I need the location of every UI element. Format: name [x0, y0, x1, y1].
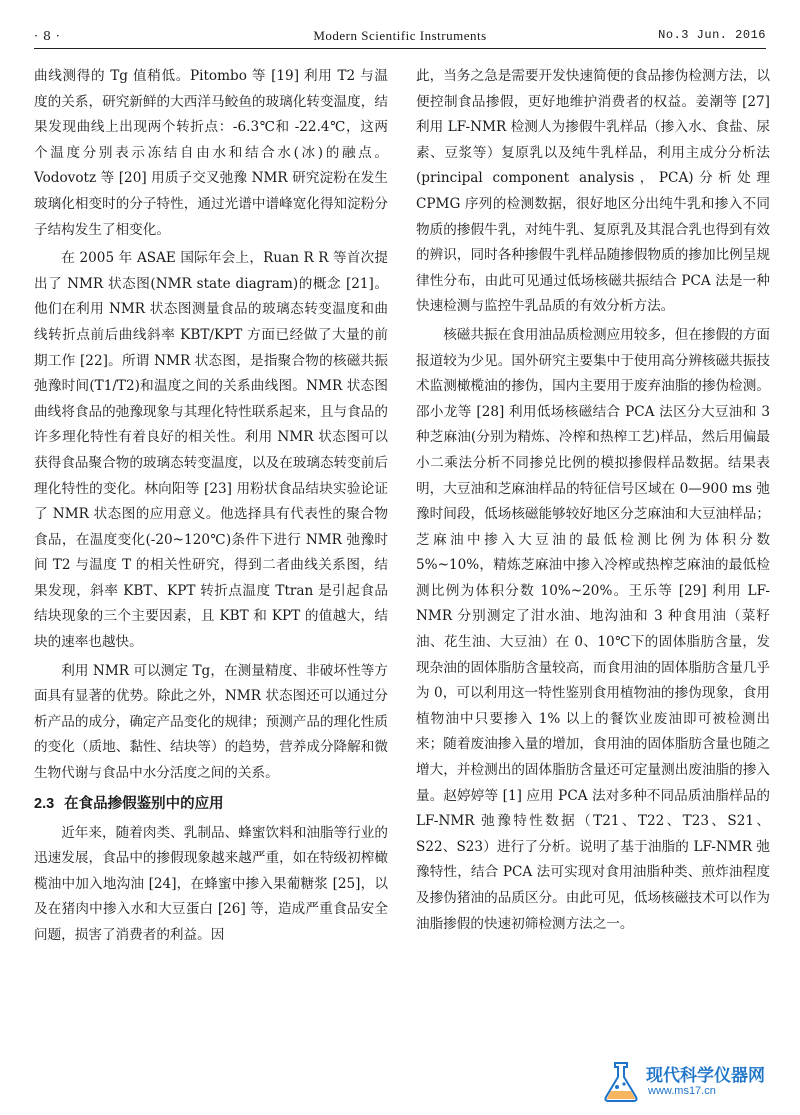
header-rule — [34, 48, 766, 49]
paragraph: 此，当务之急是需要开发快速简便的食品掺伪检测方法，以便控制食品掺假，更好地维护消费者的权益。姜潮等 [27] 利用 LF-NMR 检测人为掺假牛乳样品（掺入水、食盐、尿素、豆浆等）复原乳以及纯牛乳样品，利用主成分分析法(principal component analysis，PCA)分析处理 CPMG 序列的检测数据，很好地区分出纯牛乳和掺入不同物质的掺假牛乳，对纯牛乳、复原乳及其混合乳也得到有效的辨识，同时各种掺假牛乳样品随掺假物质的掺加比例呈规律性分布，由此可见通过低场核磁共振结合 PCA 法是一种快速检测与监控牛乳品质的有效分析方法。 — [416, 68, 770, 315]
running-header — [34, 22, 766, 44]
watermark-title: 现代科学仪器网 — [646, 1066, 765, 1086]
paragraph: 曲线测得的 Tg 值稍低。Pitombo 等 [19] 利用 T2 与温度的关系，研究新鲜的大西洋马鲛鱼的玻璃化转变温度，结果发现曲线上出现两个转折点：-6.3℃和 -22.4℃，这两个温度分别表示冻结自由水和结合水(冰)的融点。Vodovotz 等 [20] 用质子交叉弛豫 NMR 研究淀粉在发生玻璃化相变时的分子特性，通过光谱中谱峰宽化得知淀粉分子结构发生了相变化。 — [34, 68, 388, 238]
journal-name: Modern Scientific Instruments — [313, 28, 487, 43]
site-watermark — [586, 1059, 786, 1103]
right-column — [416, 64, 770, 937]
section-heading — [34, 791, 388, 817]
watermark-url: www.ms17.cn — [648, 1085, 716, 1097]
left-column — [34, 64, 388, 949]
paragraph: 利用 NMR 可以测定 Tg，在测量精度、非破坏性等方面具有显著的优势。除此之外，NMR 状态图还可以通过分析产品的成分，确定产品变化的规律；预测产品的理化性质的变化（质地、黏性、结块等）的趋势，营养成分降解和微生物代谢与食品中水分活度之间的关系。 — [34, 662, 388, 782]
issue-info: No.3 Jun. 2016 — [658, 28, 766, 42]
page-number: · 8 · — [34, 28, 61, 43]
section-number: 2.3 — [34, 795, 55, 812]
paragraph: 近年来，随着肉类、乳制品、蜂蜜饮料和油脂等行业的迅速发展，食品中的掺假现象越来越严重，如在特级初榨橄榄油中加入地沟油 [24]，在蜂蜜中掺入果葡糖浆 [25]，以及在猪肉中掺入水和大豆蛋白 [26] 等，造成严重食品安全问题，损害了消费者的利益。因 — [34, 824, 388, 943]
section-title: 在食品掺假鉴别中的应用 — [64, 795, 224, 812]
paragraph: 在 2005 年 ASAE 国际年会上，Ruan R R 等首次提出了 NMR 状态图(NMR state diagram)的概念 [21]。他们在利用 NMR 状态图测量食品的玻璃态转变温度和曲线转折点前后曲线斜率 KBT/KPT 方面已经做了大量的前期工作 [22]。所谓 NMR 状态图，是指聚合物的核磁共振弛豫时间(T1/T2)和温度之间的关系曲线图。NMR 状态图曲线将食品的弛豫现象与其理化特性联系起来，且与食品的许多理化特性有着良好的相关性。利用 NMR 状态图可以获得食品聚合物的玻璃态转变温度，以及在玻璃态转变前后理化特性的变化。林向阳等 [23] 用粉状食品结块实验论证了 NMR 状态图的应用意义。他选择具有代表性的聚合物食品，在温度变化(-20~120℃)条件下进行 NMR 弛豫时间 T2 与温度 T 的相关性研究，得到二者曲线关系图，结果发现，斜率 KBT、KPT 转折点温度 Ttran 是引起食品结块现象的三个主要因素，且 KBT 和 KPT 的值越大，结块的速率也越快。 — [34, 250, 388, 651]
flask-logo-icon — [600, 1059, 642, 1103]
paragraph: 核磁共振在食用油品质检测应用较多，但在掺假的方面报道较为少见。国外研究主要集中于使用高分辨核磁共振技术监测橄榄油的掺伪，国内主要用于废弃油脂的掺伪检测。邵小龙等 [28] 利用低场核磁结合 PCA 法区分大豆油和 3 种芝麻油(分别为精炼、冷榨和热榨工艺)样品，然后用偏最小二乘法分析不同掺兑比例的模拟掺假样品数据。结果表明，大豆油和芝麻油样品的特征信号区域在 0—900 ms 弛豫时间段，低场核磁能够较好地区分芝麻油和大豆油样品；芝麻油中掺入大豆油的最低检测比例为体积分数 5%~10%，精炼芝麻油中掺入冷榨或热榨芝麻油的最低检测比例为体积分数 10%~20%。王乐等 [29] 利用 LF-NMR 分别测定了泔水油、地沟油和 3 种食用油（菜籽油、花生油、大豆油）在 0、10℃下的固体脂肪含量，发现杂油的固体脂肪含量较高，而食用油的固体脂肪含量几乎为 0，可以利用这一特性鉴别食用植物油的掺伪现象，食用植物油中只要掺入 1% 以上的餐饮业废油即可被检测出来；随着废油掺入量的增加，食用油的固体脂肪含量也随之增大，并检测出的固体脂肪含量还可定量测出废油脂的掺入量。赵婷婷等 [1] 应用 PCA 法对多种不同品质油脂样品的 LF-NMR 弛豫特性数据（T21、T22、T23、S21、S22、S23）进行了分析。说明了基于油脂的 LF-NMR 弛豫特性，结合 PCA 法可实现对食用油脂种类、煎炸油程度及掺伪猪油的品质区分。由此可见，低场核磁技术可以作为油脂掺假的快速初筛检测方法之一。 — [416, 326, 770, 932]
